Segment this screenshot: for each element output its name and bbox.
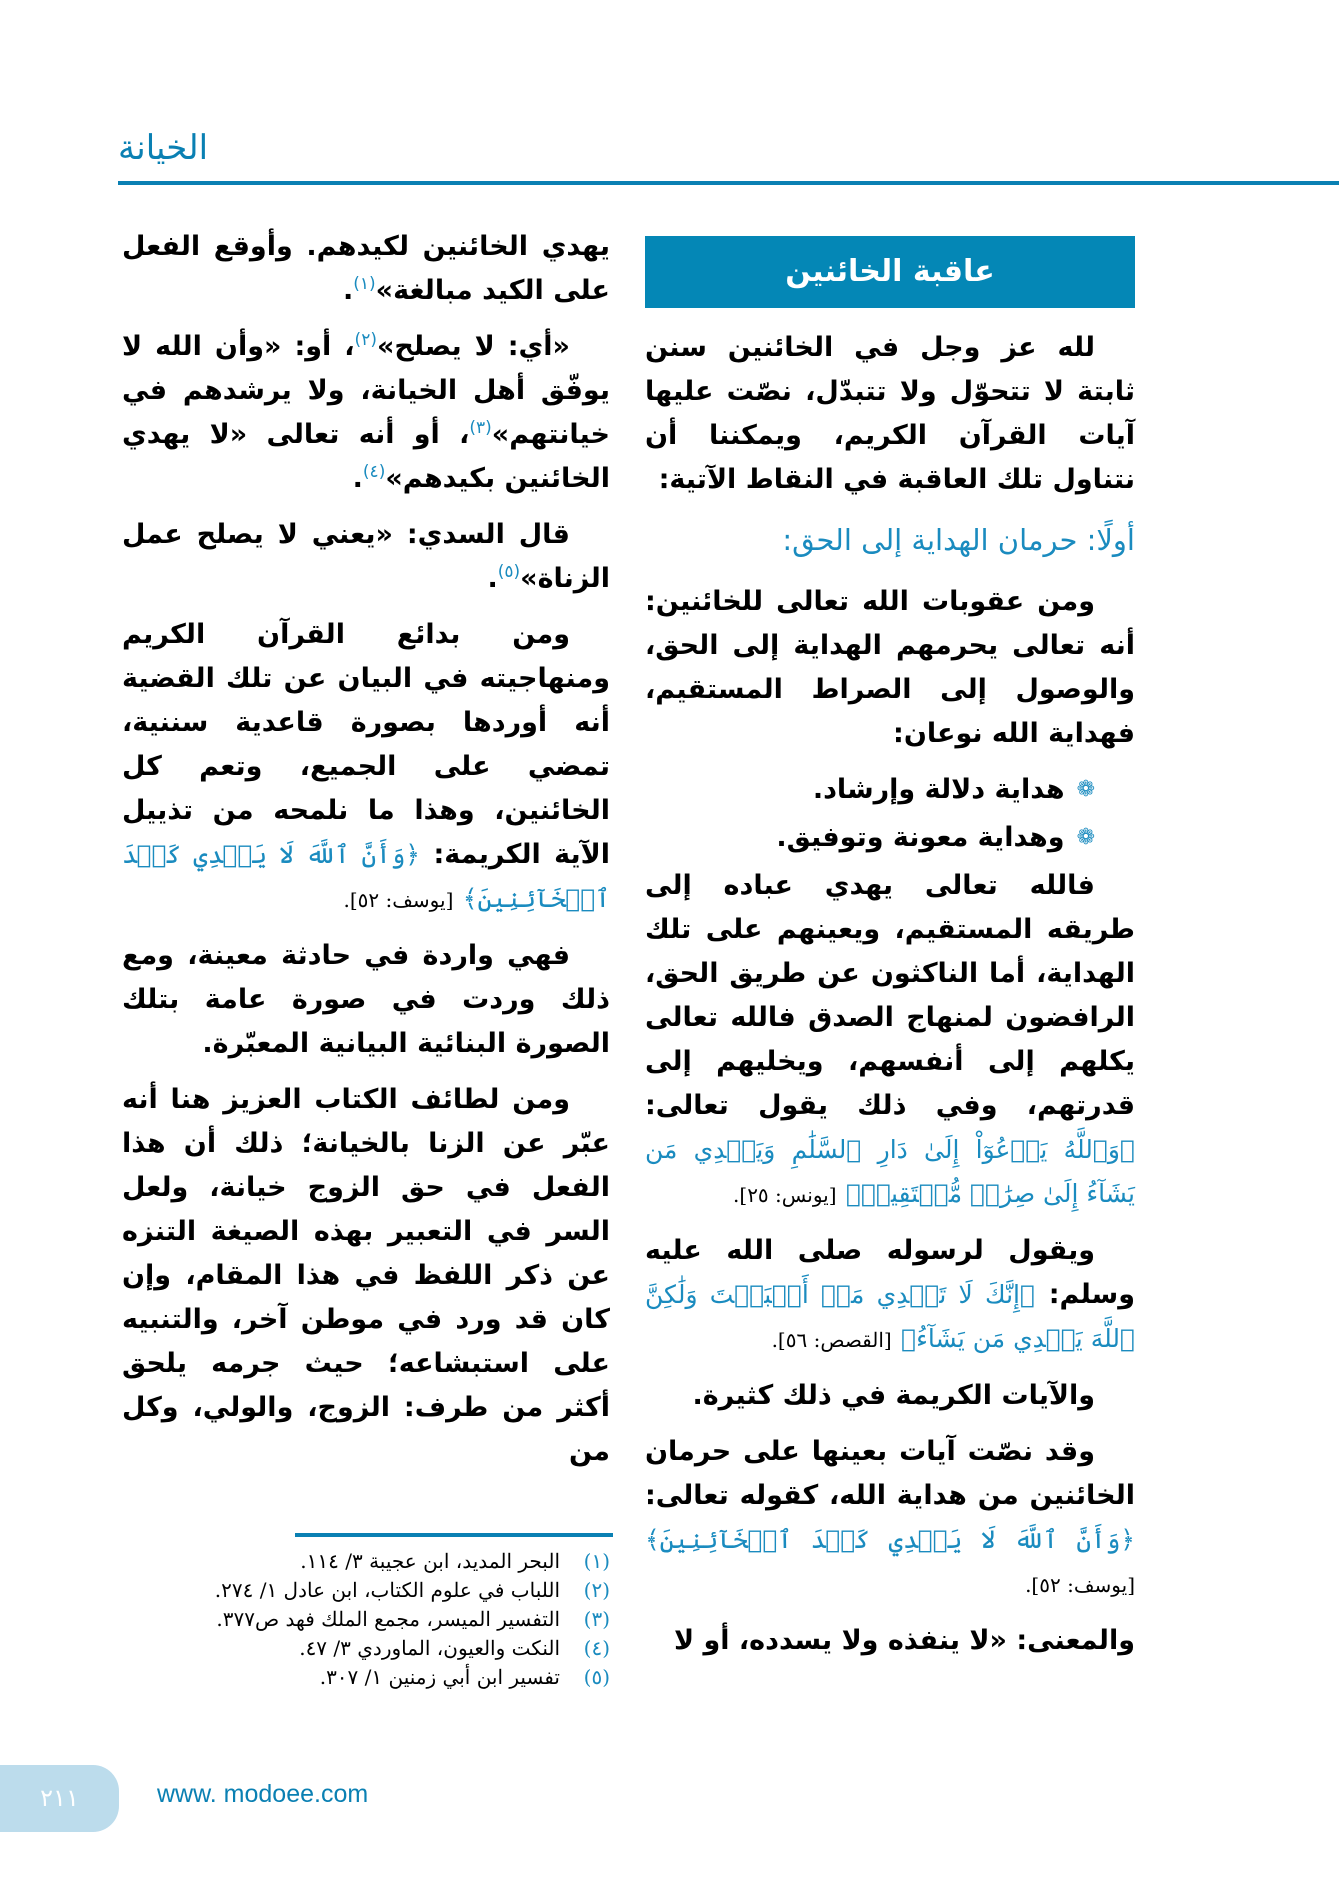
footnote-text: النكت والعيون، الماوردي ٣/ ٤٧. [299, 1636, 560, 1660]
paragraph [122, 513, 610, 601]
paragraph [645, 1229, 1135, 1362]
subheading-deprivation-of-guidance: أولًا: حرمان الهداية إلى الحق: [782, 523, 1135, 557]
paragraph [122, 325, 610, 501]
quran-verse: ﴿وَأَنَّ ٱللَّهَ لَا يَهۡدِي كَيۡدَ ٱلۡخَآئِنِينَ﴾ [645, 1525, 1135, 1554]
paragraph-text: قال السدي: «يعني لا يصلح عمل الزناة» [122, 519, 610, 594]
verse-reference: [يوسف: ٥٢]. [1025, 1573, 1135, 1597]
rosette-icon: ❁ [1076, 825, 1095, 850]
footnote-text: البحر المديد، ابن عجيبة ٣/ ١١٤. [300, 1549, 560, 1573]
paragraph [122, 613, 610, 922]
paragraph-text: يهدي الخائنين لكيدهم. وأوقع الفعل على الكيد مبالغة» [122, 231, 610, 306]
footnote-marker[interactable]: (٤) [362, 462, 386, 482]
paragraph-text: ويقول لرسوله صلى الله عليه وسلم: [645, 1235, 1136, 1310]
footnote-text: اللباب في علوم الكتاب، ابن عادل ١/ ٢٧٤. [214, 1578, 560, 1602]
footnote-number: (٣) [583, 1607, 610, 1631]
rosette-icon: ❁ [1076, 777, 1095, 802]
list-item [645, 768, 1135, 812]
quran-verse: ﴿إِنَّكَ لَا تَهۡدِي مَنۡ أَحۡبَبۡتَ وَلَٰكِنَّ ٱللَّهَ يَهۡدِي مَن يَشَآءُ﴾ [645, 1280, 1135, 1353]
running-header-title: الخيانة [118, 128, 209, 168]
footnote-marker[interactable]: (٣) [469, 418, 492, 438]
website-link[interactable]: www. modoee.com [157, 1780, 369, 1808]
paragraph-end: . [487, 563, 498, 594]
header-divider [118, 181, 1339, 185]
footnote-number: (٢) [583, 1578, 610, 1602]
page-number-badge: ٢١١ [0, 1765, 119, 1832]
paragraph-text: ، أو: «وأن الله لا يوفّق أهل الخيانة، ولا يرشدهم في خيانتهم» [122, 331, 610, 450]
footnote-marker[interactable]: (١) [353, 274, 376, 294]
paragraph: ومن عقوبات الله تعالى للخائنين: أنه تعالى يحرمهم الهداية إلى الحق، والوصول إلى الصراط المستقيم، فهداية الله نوعان: [645, 586, 1135, 749]
footnote-number: (٤) [583, 1636, 610, 1660]
paragraph: والمعنى: «لا ينفذه ولا يسدده، أو لا [673, 1625, 1135, 1656]
paragraph-end: . [352, 463, 363, 494]
footnote [122, 1634, 610, 1663]
footnotes [122, 1547, 610, 1692]
footnote-text: تفسير ابن أبي زمنين ١/ ٣٠٧. [319, 1665, 560, 1689]
footnote [122, 1576, 610, 1605]
list-item-text: هداية دلالة وإرشاد. [812, 774, 1065, 805]
footnote-marker[interactable]: (٢) [354, 330, 377, 350]
paragraph [645, 864, 1135, 1217]
footnote-text: التفسير الميسر، مجمع الملك فهد ص٣٧٧. [216, 1607, 560, 1631]
verse-reference: [يوسف: ٥٢]. [343, 888, 454, 912]
verse-reference: [القصص: ٥٦]. [771, 1328, 892, 1352]
paragraph: فهي واردة في حادثة معينة، ومع ذلك وردت في صورة عامة بتلك الصورة البنائية البيانية المعبّرة. [122, 940, 610, 1059]
verse-reference: [يونس: ٢٥]. [733, 1183, 837, 1207]
paragraph-text: وقد نصّت آيات بعينها على حرمان الخائنين من هداية الله، كقوله تعالى: [645, 1436, 1135, 1511]
footnotes-divider [295, 1533, 613, 1537]
paragraph-text: ، أو أنه تعالى «لا يهدي الخائنين بكيدهم» [122, 419, 610, 494]
intro-paragraph: لله عز وجل في الخائنين سنن ثابتة لا تتحوّل ولا تتبدّل، نصّت عليها آيات القرآن الكريم، ويمكننا أن نتناول تلك العاقبة في النقاط الآتية: [645, 332, 1135, 495]
footnote [122, 1547, 610, 1576]
left-column [122, 225, 610, 1486]
section-title-banner: عاقبة الخائنين [645, 236, 1135, 308]
footnote [122, 1605, 610, 1634]
footnote [122, 1663, 610, 1692]
list-item-text: وهداية معونة وتوفيق. [776, 822, 1065, 853]
quran-verse: ﴿وَٱللَّهُ يَدۡعُوٓاْ إِلَىٰ دَارِ ٱلسَّلَٰمِ وَيَهۡدِي مَن يَشَآءُ إِلَىٰ صِرَٰطٖ مُّسۡتَقِيمٖ﴾ [645, 1135, 1135, 1208]
paragraph-text: «أي: لا يصلح» [376, 331, 570, 362]
quran-verse: ﴿وَأَنَّ ٱللَّهَ لَا يَهۡدِي كَيۡدَ ٱلۡخَآئِنِينَ﴾ [122, 840, 610, 913]
paragraph [122, 225, 610, 313]
paragraph-end: . [342, 275, 354, 306]
paragraph: والآيات الكريمة في ذلك كثيرة. [692, 1380, 1095, 1411]
footnote-marker[interactable]: (٥) [497, 562, 521, 582]
paragraph: ومن لطائف الكتاب العزيز هنا أنه عبّر عن الزنا بالخيانة؛ ذلك أن هذا الفعل في حق الزوج خيانة، ولعل السر في التعبير بهذه الصيغة التنزه عن ذكر اللفظ في هذا المقام، وإن كان قد ورد في موطن آخر، والتنبيه على استبشاعه؛ حيث جرمه يلحق أكثر من طرف: الزوج، والولي، وكل من [122, 1084, 610, 1467]
footnote-number: (٥) [583, 1665, 610, 1689]
paragraph-text: ومن بدائع القرآن الكريم ومنهاجيته في البيان عن تلك القضية أنه أوردها بصورة قاعدية سننية، تمضي على الجميع، وتعم كل الخائنين، وهذا ما نلمحه من تذييل الآية الكريمة: [122, 619, 611, 870]
right-column [645, 236, 1135, 1675]
paragraph [645, 1430, 1135, 1607]
footnote-number: (١) [583, 1549, 610, 1573]
list-item [645, 816, 1135, 860]
paragraph-text: فالله تعالى يهدي عباده إلى طريقه المستقيم، ويعينهم على تلك الهداية، أما الناكثون عن طريق الحق، الرافضون لمنهاج الصدق فالله تعالى يكلهم إلى أنفسهم، ويخليهم إلى قدرتهم، وفي ذلك يقول تعالى: [645, 870, 1135, 1121]
